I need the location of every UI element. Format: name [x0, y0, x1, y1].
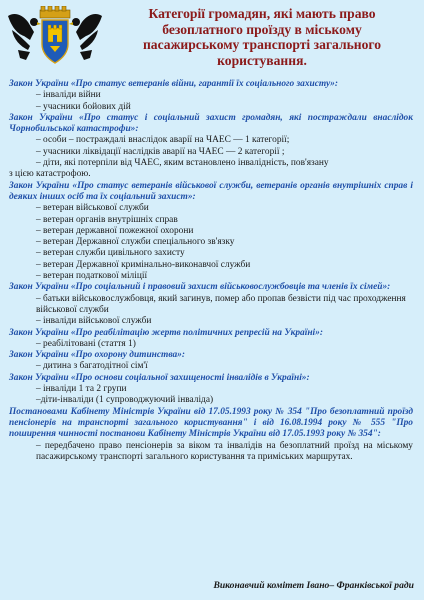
law-heading: Закон України «Про статус ветеранів війни, гарантії їх соціального захисту»:: [9, 79, 338, 89]
list-item: – учасники ліквідації наслідків аварії на ЧАЕС — 2 категорії ;: [36, 146, 285, 157]
list-item-continuation: з цією катастрофою.: [9, 169, 91, 180]
list-item: – особи – постраждалі внаслідок аварії на ЧАЕС — 1 категорії;: [36, 135, 290, 146]
law-heading: Закон України «Про основи соціальної захищеності інвалідів в Україні»:: [9, 372, 310, 383]
list-item: – ветеран Державної служби спеціального зв'язку: [36, 237, 235, 248]
law-heading: Закон України «Про статус ветеранів військової служби, ветеранів органів внутрішніх справ і деяких інших осіб та їх соціальний захист»:: [9, 180, 413, 202]
title-line: пасажирському транспорті загального: [142, 37, 382, 53]
section-cabinet-decree: [9, 407, 413, 463]
list-item: – інваліди військової служби: [36, 316, 152, 327]
section-rehabilitation: [9, 328, 413, 351]
list-item: – реабілітовані (стаття 1): [36, 338, 136, 349]
header: [0, 0, 424, 76]
list-item: – інваліди війни: [36, 90, 101, 101]
section-disabled: [9, 373, 413, 407]
city-coat-of-arms-icon: [4, 6, 106, 66]
law-heading: Закон України «Про соціальний і правовий захист військовослужбовців та членів їх сімей»:: [9, 282, 391, 293]
page-title: [104, 6, 420, 68]
list-item: – ветеран державної пожежної охорони: [36, 225, 194, 236]
content: [9, 79, 413, 463]
list-item: – ветеран податкової міліції: [36, 271, 148, 282]
law-heading: Закон України «Про реабілітацію жертв політичних репресій на Україні»:: [9, 327, 323, 338]
list-item: – дитина з багатодітної сім'ї: [36, 361, 148, 372]
list-item: – ветеран військової служби: [36, 203, 149, 214]
list-item: – ветеран органів внутрішніх справ: [36, 214, 178, 225]
title-line: Категорії громадян, які мають право: [148, 6, 376, 21]
section-chornobyl: [9, 113, 413, 181]
section-military-service-veterans: [9, 181, 413, 283]
list-item: – ветеран служби цивільного захисту: [36, 248, 185, 259]
law-heading: Закон України «Про охорону дитинства»:: [9, 350, 185, 361]
section-war-veterans: [9, 79, 413, 113]
section-servicemen: [9, 282, 413, 327]
list-item: – ветеран Державної кримінально-виконавчої служби: [36, 259, 251, 270]
list-item: – діти, які потерпіли від ЧАЕС, яким встановлено інвалідність, пов'язану: [36, 158, 329, 169]
law-heading: Закон України «Про статус і соціальний захист громадян, які постраждали внаслідок Чорнобильської катастрофи»:: [9, 112, 413, 135]
list-item: – батьки військовослужбовця, який загинув, помер або пропав безвісти під час проходження військової служби: [36, 293, 406, 315]
list-item: – інваліди 1 та 2 групи: [36, 384, 127, 395]
list-item: – учасники бойових дій: [36, 101, 131, 112]
title-line: користування.: [217, 52, 307, 68]
decree-heading: Постановами Кабінету Міністрів України від 17.05.1993 року № 354 "Про безоплатний проїзд пенсіонерів на транспорті загального користування" і від 16.08.1994 року № 555 "Про поширення чинності постанови Кабінету Міністрів України від 17.05.1993 року № 354":: [9, 406, 413, 440]
list-item: – передбачено право пенсіонерів за віком та інвалідів на безоплатний проїзд на міському пасажирському транспорті загального користування та приміських маршрутах.: [36, 440, 413, 462]
title-line: безоплатного проїзду в міському: [162, 21, 362, 37]
list-item: –діти-інваліди (1 супроводжуючий інваліда): [36, 395, 214, 406]
footer-signature: Виконавчий комітет Івано– Франківської ради: [213, 580, 414, 591]
section-childhood: [9, 350, 413, 373]
